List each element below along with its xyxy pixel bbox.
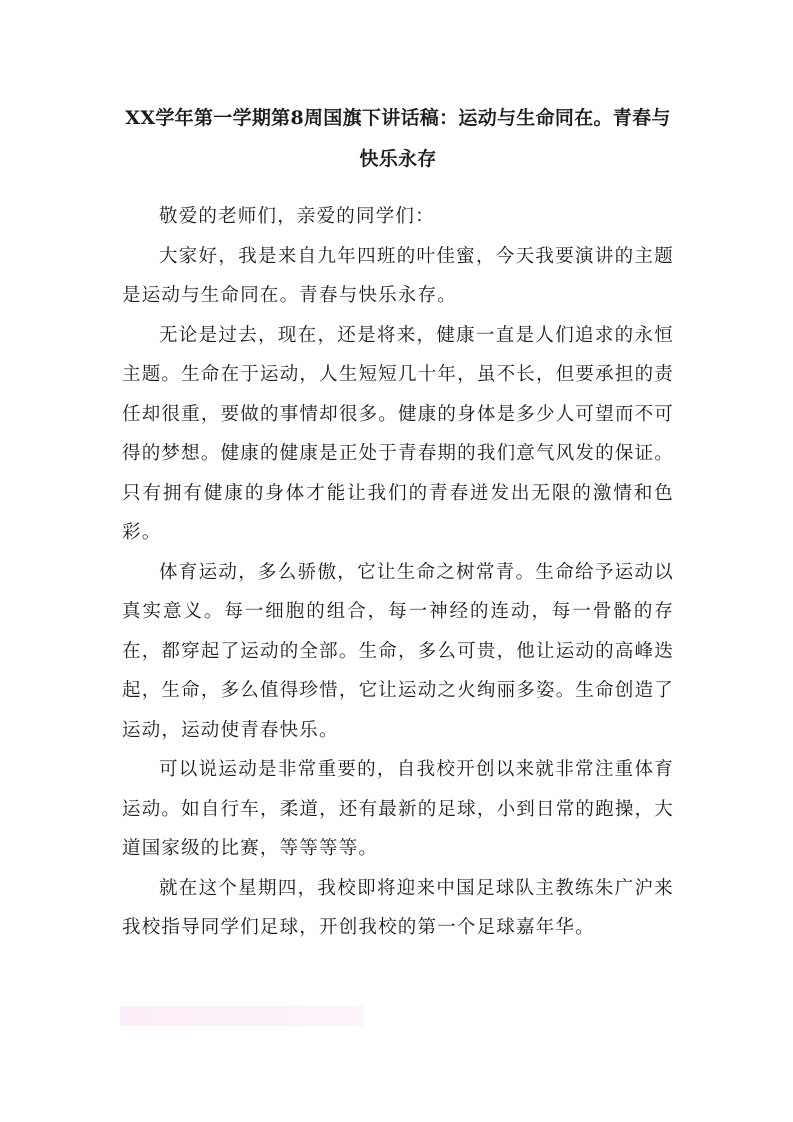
- paragraph-school-sports: 可以说运动是非常重要的，自我校开创以来就非常注重体育运动。如自行车，柔道，还有最新的足球，小到日常的跑操，大道国家级的比赛，等等等等。: [122, 759, 674, 859]
- paragraph-sports-life: 体育运动，多么骄傲，它让生命之树常青。生命给予运动以真实意义。每一细胞的组合，每一神经的连动，每一骨骼的存在，都穿起了运动的全部。生命，多么可贵，他让运动的高峰迭起，生命，多么值得珍惜，它让运动之火绚丽多姿。生命创造了运动，运动使青春快乐。: [122, 561, 674, 741]
- document-body: [122, 197, 674, 948]
- faint-watermark-strip: [120, 1006, 364, 1026]
- paragraph-greeting: 敬爱的老师们，亲爱的同学们：: [159, 206, 435, 227]
- paragraph-introduction: 大家好，我是来自九年四班的叶佳蜜，今天我要演讲的主题是运动与生命同在。青春与快乐永存。: [122, 245, 674, 306]
- document-title: XX学年第一学期第8周国旗下讲话稿：运动与生命同在。青春与快乐永存: [125, 107, 671, 170]
- paragraph-football-event: 就在这个星期四，我校即将迎来中国足球队主教练朱广沪来我校指导同学们足球，开创我校的第一个足球嘉年华。: [122, 877, 674, 938]
- paragraph-health: 无论是过去，现在，还是将来，健康一直是人们追求的永恒主题。生命在于运动，人生短短几十年，虽不长，但要承担的责任却很重，要做的事情却很多。健康的身体是多少人可望而不可得的梦想。健康的健康是正处于青春期的我们意气风发的保证。只有拥有健康的身体才能让我们的青春迸发出无限的激情和色彩。: [122, 324, 674, 543]
